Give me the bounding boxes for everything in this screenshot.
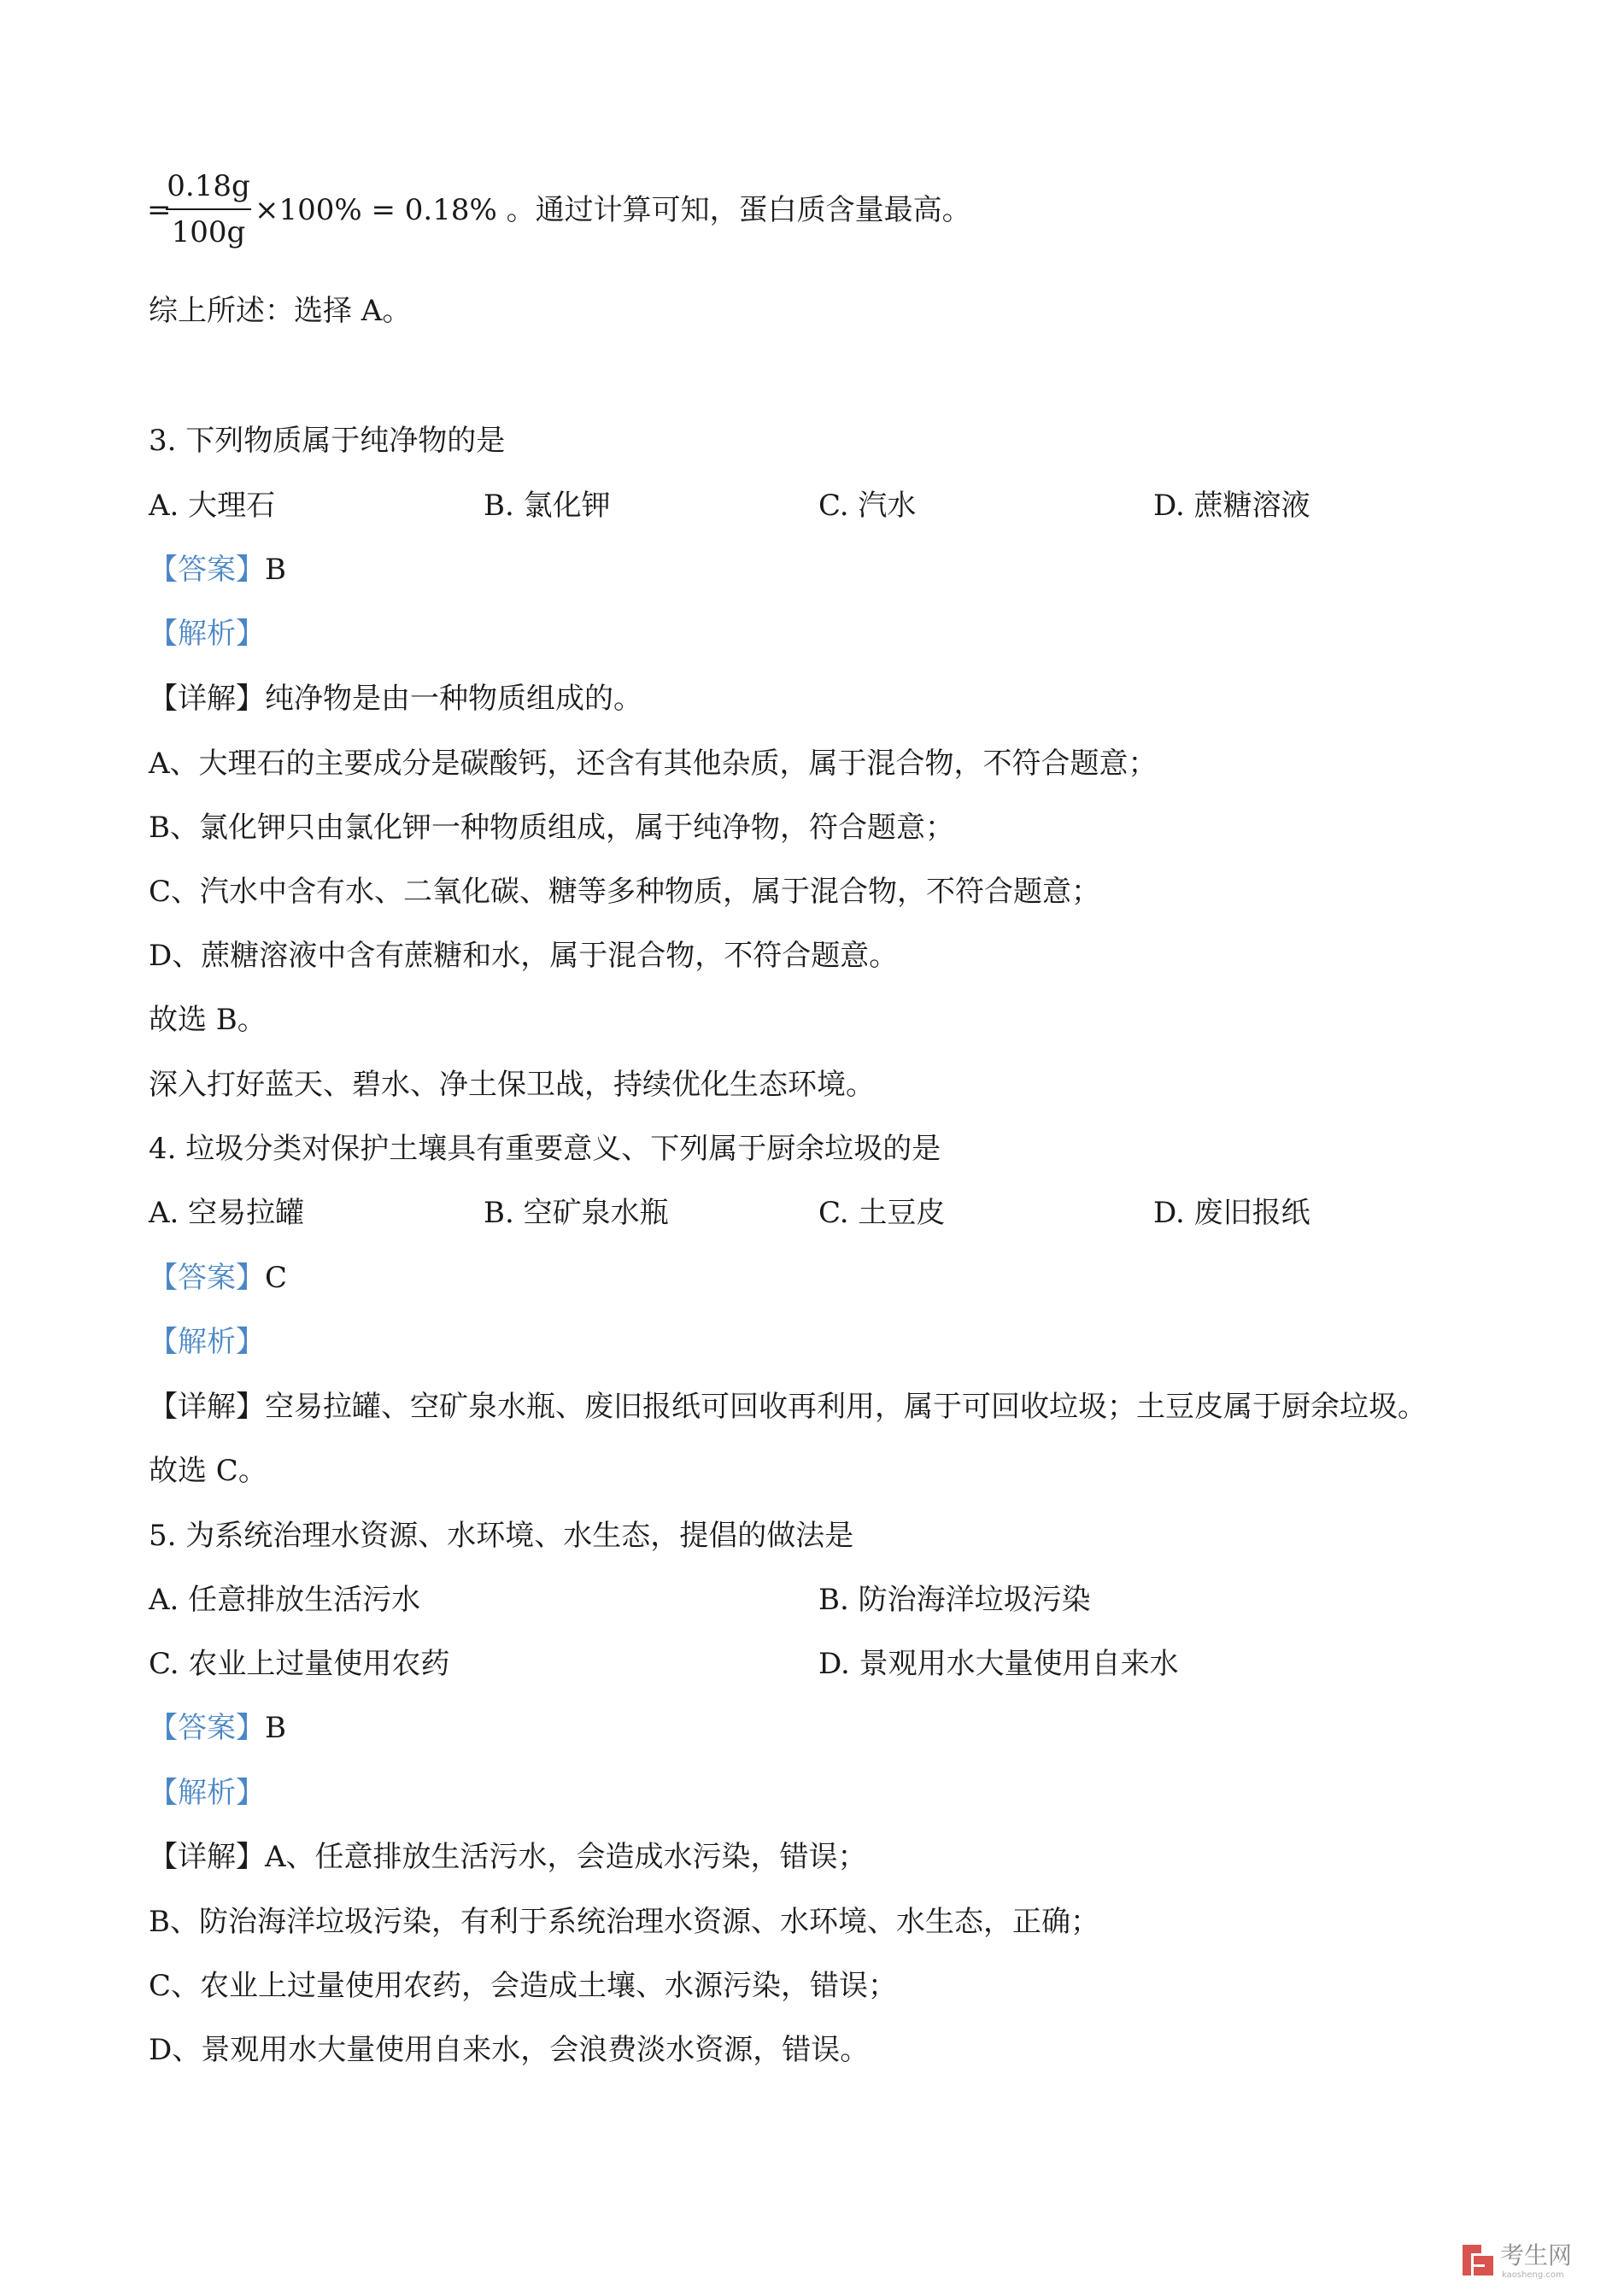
q4-answer: [149, 1259, 287, 1297]
logo-name: 考生网: [1500, 2241, 1573, 2270]
q4-stem: 4. 垃圾分类对保护土壤具有重要意义、下列属于厨余垃圾的是: [149, 1132, 941, 1166]
q4-option-c: C. 土豆皮: [818, 1196, 946, 1230]
q3-choose: 故选 B。: [149, 1003, 267, 1037]
formula-equals: =: [147, 193, 172, 227]
q3-answer: [149, 551, 286, 589]
formula-result: ×100% = 0.18% 。通过计算可知，蛋白质含量最高。: [255, 193, 971, 227]
q4-choose: 故选 C。: [149, 1454, 267, 1488]
q5-analysis-tag: 【解析】: [149, 1776, 265, 1810]
q3-option-c: C. 汽水: [818, 489, 917, 523]
q3-explain-a: A、大理石的主要成分是碳酸钙，还含有其他杂质，属于混合物，不符合题意；: [149, 747, 1158, 781]
answer-tag: 【答案】: [149, 553, 265, 587]
q5-answer: [149, 1709, 286, 1747]
q5-answer-value: B: [265, 1711, 286, 1745]
q5-stem: 5. 为系统治理水资源、水环境、水生态，提倡的做法是: [149, 1519, 854, 1553]
q3-option-d: D. 蔗糖溶液: [1153, 489, 1310, 523]
logo-mark-icon: [1463, 2245, 1493, 2276]
formula-numerator: 0.18g: [167, 169, 250, 203]
q3-detail: 【详解】纯净物是由一种物质组成的。: [149, 682, 642, 716]
summary-line: 综上所述：选择 A。: [149, 294, 412, 328]
q5-explain-c: C、农业上过量使用农药，会造成土壤、水源污染，错误；: [149, 1969, 898, 2003]
q3-explain-c: C、汽水中含有水、二氧化碳、糖等多种物质，属于混合物，不符合题意；: [149, 875, 1101, 909]
q5-option-b: B. 防治海洋垃圾污染: [818, 1583, 1091, 1617]
q4-option-a: A. 空易拉罐: [149, 1196, 305, 1230]
q4-option-b: B. 空矿泉水瓶: [484, 1196, 669, 1230]
q5-explain-b: B、防治海洋垃圾污染，有利于系统治理水资源、水环境、水生态，正确；: [149, 1905, 1099, 1939]
q3-analysis-tag: 【解析】: [149, 617, 265, 651]
q5-option-a: A. 任意排放生活污水: [149, 1583, 421, 1617]
q4-answer-value: C: [265, 1261, 288, 1295]
formula-denominator: 100g: [171, 215, 246, 249]
site-logo: [1463, 2241, 1608, 2284]
q5-explain-d: D、景观用水大量使用自来水，会浪费淡水资源，错误。: [149, 2033, 870, 2067]
q3-stem: 3. 下列物质属于纯净物的是: [149, 424, 506, 458]
q4-analysis-tag: 【解析】: [149, 1325, 265, 1359]
q3-explain-d: D、蔗糖溶液中含有蔗糖和水，属于混合物，不符合题意。: [149, 939, 899, 973]
answer-tag: 【答案】: [149, 1711, 265, 1745]
answer-tag: 【答案】: [149, 1261, 265, 1295]
q3-option-b: B. 氯化钾: [484, 489, 611, 523]
q3-answer-value: B: [265, 553, 286, 587]
logo-url: kaosheng.com: [1502, 2270, 1564, 2280]
q4-option-d: D. 废旧报纸: [1153, 1196, 1310, 1230]
fraction-bar: [166, 208, 251, 210]
section-intro: 深入打好蓝天、碧水、净土保卫战，持续优化生态环境。: [149, 1068, 875, 1102]
q5-option-c: C. 农业上过量使用农药: [149, 1647, 450, 1681]
q5-detail: 【详解】A、任意排放生活污水，会造成水污染，错误；: [149, 1840, 867, 1874]
q3-option-a: A. 大理石: [149, 489, 276, 523]
q5-option-d: D. 景观用水大量使用自来水: [818, 1647, 1179, 1681]
q3-explain-b: B、氯化钾只由氯化钾一种物质组成，属于纯净物，符合题意；: [149, 811, 954, 845]
q4-detail: 【详解】空易拉罐、空矿泉水瓶、废旧报纸可回收再利用，属于可回收垃圾；土豆皮属于厨余垃圾。: [149, 1390, 1427, 1424]
